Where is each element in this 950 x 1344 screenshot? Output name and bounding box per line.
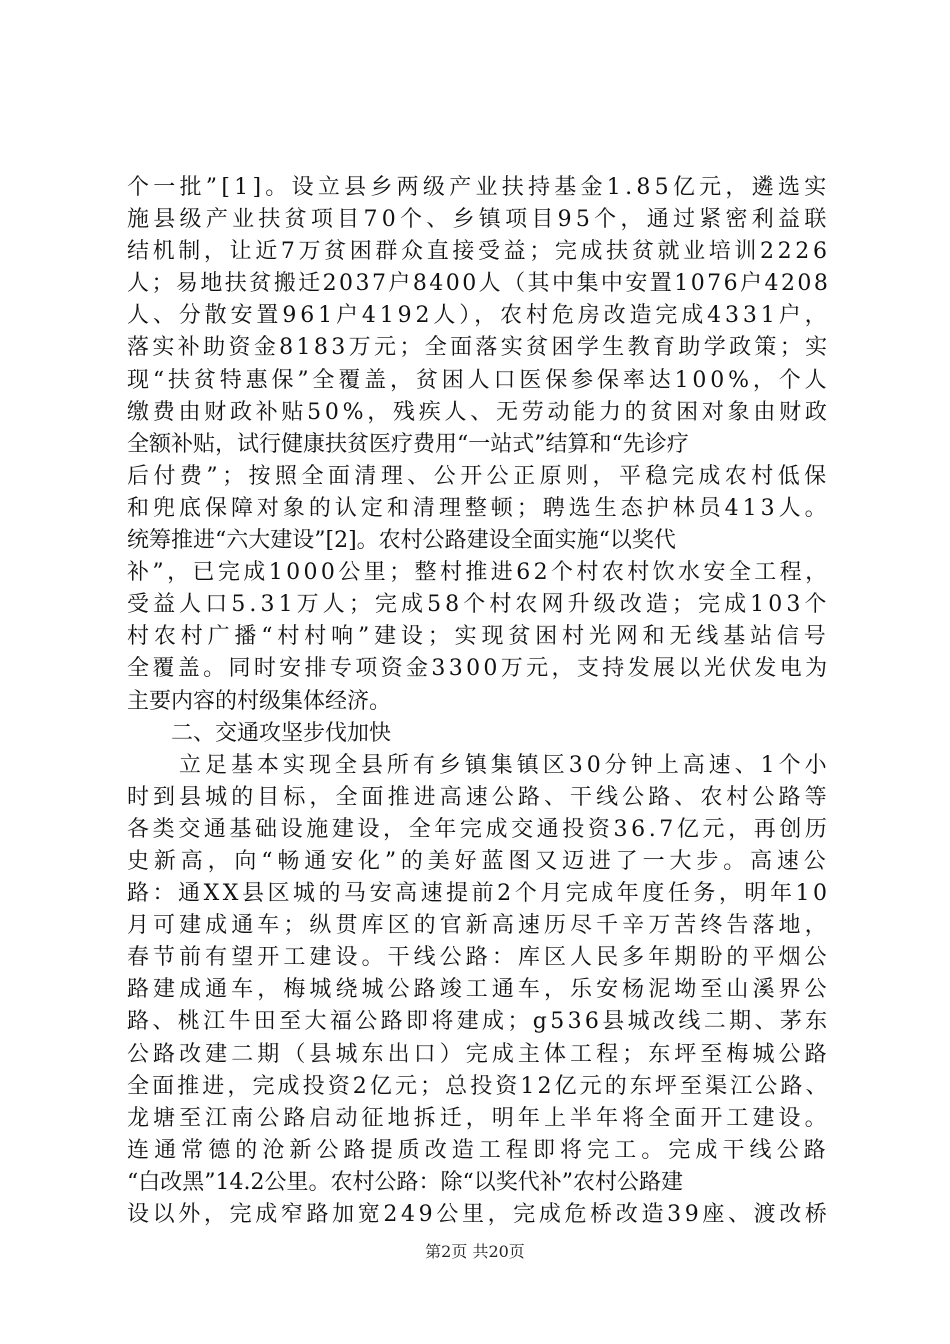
text-line: 二、交通攻坚步伐加快: [127, 720, 392, 746]
text-line: 春节前有望开工建设。干线公路：库区人民多年期盼的平烟公: [127, 945, 831, 971]
text-line: 路：通XX县区城的马安高速提前2个月完成年度任务，明年10: [127, 881, 831, 907]
text-line: 路建成通车，梅城绕城公路竣工通车，乐安杨泥坳至山溪界公: [127, 977, 831, 1003]
text-line: 各类交通基础设施建设，全年完成交通投资36.7亿元，再创历: [127, 816, 831, 842]
text-line: 公路改建二期（县城东出口）完成主体工程；东坪至梅城公路: [127, 1041, 831, 1067]
text-line: 主要内容的村级集体经济。: [127, 688, 392, 714]
text-line: 个一批”[1]。设立县乡两级产业扶持基金1.85亿元，遴选实: [127, 175, 831, 200]
text-line: 月可建成通车；纵贯库区的官新高速历尽千辛万苦终告落地，: [127, 913, 831, 939]
text-line: 施县级产业扶贫项目70个、乡镇项目95个，通过紧密利益联: [127, 207, 831, 233]
text-line: 补”，已完成1000公里；整村推进62个村农村饮水安全工程，: [127, 560, 831, 586]
text-line: 落实补助资金8183万元；全面落实贫困学生教育助学政策；实: [127, 335, 831, 361]
text-line: 全面推进，完成投资2亿元；总投资12亿元的东坪至渠江公路、: [127, 1073, 831, 1099]
text-line: 和兜底保障对象的认定和清理整顿；聘选生态护林员413人。: [127, 495, 831, 521]
text-line: 连通常德的沧新公路提质改造工程即将完工。完成干线公路: [127, 1137, 831, 1163]
text-line: 全覆盖。同时安排专项资金3300万元，支持发展以光伏发电为: [127, 656, 831, 682]
text-line: “白改黑”14.2公里。农村公路：除“以奖代补”农村公路建: [127, 1169, 683, 1195]
text-line: 立足基本实现全县所有乡镇集镇区30分钟上高速、1个小: [127, 752, 831, 778]
text-line: 受益人口5.31万人；完成58个村农网升级改造；完成103个: [127, 592, 831, 618]
body-text: [127, 172, 832, 1231]
text-line: 统筹推进“六大建设”[2]。农村公路建设全面实施“以奖代: [127, 528, 676, 554]
text-line: 缴费由财政补贴50%，残疾人、无劳动能力的贫困对象由财政: [127, 399, 831, 425]
text-line: 人、分散安置961户4192人），农村危房改造完成4331户，: [127, 303, 831, 329]
text-line: 时到县城的目标，全面推进高速公路、干线公路、农村公路等: [127, 784, 831, 810]
text-line: 全额补贴，试行健康扶贫医疗费用“一站式”结算和“先诊疗: [127, 431, 689, 457]
text-line: 现“扶贫特惠保”全覆盖，贫困人口医保参保率达100%，个人: [127, 367, 831, 393]
text-line: 路、桃江牛田至大福公路即将建成；g536县城改线二期、茅东: [127, 1009, 831, 1035]
text-line: 人；易地扶贫搬迁2037户8400人（其中集中安置1076户4208: [127, 271, 831, 297]
text-line: 结机制，让近7万贫困群众直接受益；完成扶贫就业培训2226: [127, 239, 831, 265]
text-line: 龙塘至江南公路启动征地拆迁，明年上半年将全面开工建设。: [127, 1105, 831, 1131]
text-line: 后付费”；按照全面清理、公开公正原则，平稳完成农村低保: [127, 463, 831, 489]
text-line: 村农村广播“村村响”建设；实现贫困村光网和无线基站信号: [127, 624, 831, 650]
page-footer: 第2页 共20页: [425, 1242, 525, 1261]
text-line: 史新高，向“畅通安化”的美好蓝图又迈进了一大步。高速公: [127, 848, 831, 874]
text-line: 设以外，完成窄路加宽249公里，完成危桥改造39座、渡改桥: [127, 1202, 831, 1227]
